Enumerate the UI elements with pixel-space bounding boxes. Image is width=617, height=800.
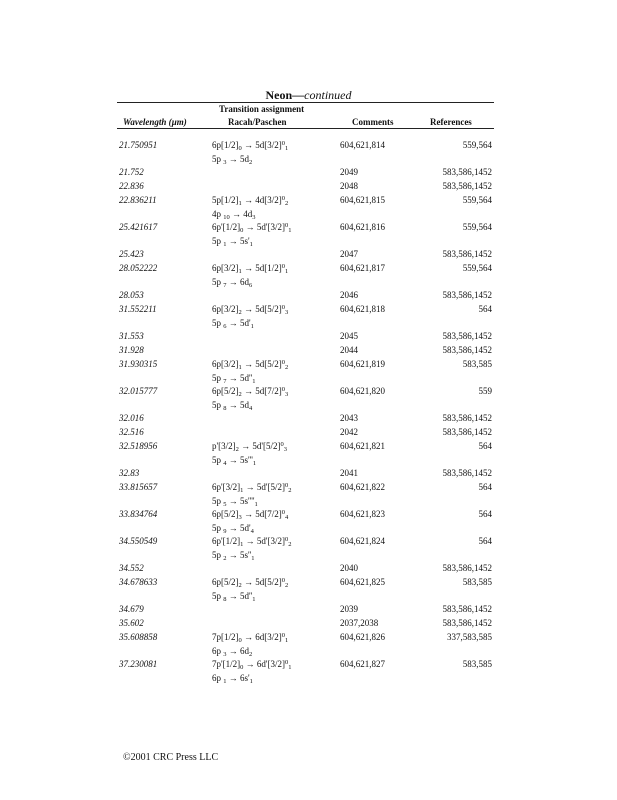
row-references: 583,585 bbox=[462, 577, 492, 587]
header-racah-paschen: Racah/Paschen bbox=[228, 117, 287, 127]
row-racah-transition: $6p[3/2]_1 \to 5d[1/2]^0_1$ bbox=[212, 263, 289, 275]
row-comments: 604,621,817 bbox=[340, 263, 385, 273]
row-racah-transition: $6p[5/2]_2 \to 5d[7/2]^0_3$ bbox=[212, 386, 289, 398]
row-references: 583,585 bbox=[462, 359, 492, 369]
row-wavelength: 25.421617 bbox=[119, 222, 158, 232]
row-references: 583,586,1452 bbox=[442, 563, 492, 573]
row-references: 564 bbox=[478, 441, 492, 451]
table-header-rule bbox=[117, 128, 494, 129]
page-title: Neon—continued bbox=[265, 88, 352, 102]
row-references: 583,586,1452 bbox=[442, 468, 492, 478]
row-references: 559,564 bbox=[462, 222, 492, 232]
row-references: 559,564 bbox=[462, 140, 492, 150]
row-racah-transition: $6p'[1/2]_1 \to 5d'[3/2]^0_2$ bbox=[212, 536, 292, 548]
row-racah-transition: $5p[1/2]_1 \to 4d[3/2]^0_2$ bbox=[212, 195, 289, 207]
row-comments: 2040 bbox=[340, 563, 358, 573]
row-paschen-transition: 5p $_5 \to 5s''''_1$ bbox=[212, 496, 258, 508]
row-wavelength: 32.516 bbox=[119, 427, 144, 437]
row-comments: 604,621,825 bbox=[340, 577, 385, 587]
row-references: 583,586,1452 bbox=[442, 604, 492, 614]
row-comments: 2042 bbox=[340, 427, 358, 437]
row-references: 564 bbox=[478, 536, 492, 546]
row-paschen-transition: 5p $_4 \to 5s'''_1$ bbox=[212, 455, 257, 467]
row-references: 559 bbox=[478, 386, 492, 396]
row-wavelength: 22.836211 bbox=[119, 195, 157, 205]
row-wavelength: 35.608858 bbox=[119, 632, 158, 642]
row-racah-transition: $6p[3/2]_1 \to 5d[5/2]^0_2$ bbox=[212, 359, 289, 371]
header-wavelength: Wavelength (µm) bbox=[123, 117, 187, 127]
row-racah-transition: $6p[3/2]_2 \to 5d[5/2]^0_3$ bbox=[212, 304, 289, 316]
row-comments: 604,621,821 bbox=[340, 441, 385, 451]
row-paschen-transition: 6p $_3 \to 6d_2$ bbox=[212, 646, 253, 658]
row-references: 583,585 bbox=[462, 659, 492, 669]
row-comments: 2043 bbox=[340, 413, 358, 423]
row-wavelength: 37.230081 bbox=[119, 659, 158, 669]
row-racah-transition: $7p'[1/2]_0 \to 6d'[3/2]^0_1$ bbox=[212, 659, 292, 671]
row-wavelength: 34.678633 bbox=[119, 577, 158, 587]
row-comments: 2037,2038 bbox=[340, 618, 379, 628]
row-paschen-transition: 5p $_9 \to 5d'_4$ bbox=[212, 523, 254, 535]
row-references: 583,586,1452 bbox=[442, 345, 492, 355]
row-comments: 2039 bbox=[340, 604, 358, 614]
row-references: 583,586,1452 bbox=[442, 181, 492, 191]
row-references: 583,586,1452 bbox=[442, 249, 492, 259]
row-comments: 604,621,815 bbox=[340, 195, 385, 205]
row-wavelength: 34.550549 bbox=[119, 536, 158, 546]
row-comments: 604,621,819 bbox=[340, 359, 385, 369]
row-comments: 604,621,823 bbox=[340, 509, 385, 519]
row-comments: 2041 bbox=[340, 468, 358, 478]
row-paschen-transition: 5p $_3 \to 5d_2$ bbox=[212, 154, 253, 166]
row-wavelength: 22.836 bbox=[119, 181, 144, 191]
row-references: 564 bbox=[478, 482, 492, 492]
row-paschen-transition: 6p $_1 \to 6s'_1$ bbox=[212, 673, 253, 685]
row-racah-transition: $6p'[1/2]_0 \to 5d'[3/2]^0_1$ bbox=[212, 222, 292, 234]
row-paschen-transition: 5p $_6 \to 5d'_1$ bbox=[212, 318, 254, 330]
row-comments: 2049 bbox=[340, 167, 358, 177]
header-comments: Comments bbox=[352, 117, 394, 127]
row-comments: 604,621,818 bbox=[340, 304, 385, 314]
row-wavelength: 32.016 bbox=[119, 413, 144, 423]
row-racah-transition: $p'[3/2]_2 \to 5d'[5/2]^0_3$ bbox=[212, 441, 287, 453]
copyright-footer: ©2001 CRC Press LLC bbox=[123, 752, 219, 763]
row-paschen-transition: 5p $_8 \to 5d_4$ bbox=[212, 400, 253, 412]
row-comments: 2044 bbox=[340, 345, 358, 355]
row-racah-transition: $6p[1/2]_0 \to 5d[3/2]^0_1$ bbox=[212, 140, 289, 152]
row-wavelength: 25.423 bbox=[119, 249, 144, 259]
row-wavelength: 28.053 bbox=[119, 290, 144, 300]
row-comments: 604,621,814 bbox=[340, 140, 385, 150]
row-paschen-transition: 5p $_7 \to 6d_6$ bbox=[212, 277, 253, 289]
row-racah-transition: $6p[5/2]_3 \to 5d[7/2]^0_4$ bbox=[212, 509, 289, 521]
row-paschen-transition: 5p $_2 \to 5s''_1$ bbox=[212, 550, 255, 562]
row-comments: 604,621,816 bbox=[340, 222, 385, 232]
row-comments: 604,621,820 bbox=[340, 386, 385, 396]
row-wavelength: 21.752 bbox=[119, 167, 144, 177]
row-comments: 604,621,824 bbox=[340, 536, 385, 546]
row-references: 564 bbox=[478, 509, 492, 519]
row-references: 559,564 bbox=[462, 263, 492, 273]
row-wavelength: 34.679 bbox=[119, 604, 144, 614]
row-racah-transition: $6p[5/2]_2 \to 5d[5/2]^0_2$ bbox=[212, 577, 289, 589]
row-references: 583,586,1452 bbox=[442, 427, 492, 437]
row-references: 337,583,585 bbox=[447, 632, 492, 642]
row-racah-transition: $6p'[3/2]_1 \to 5d'[5/2]^0_2$ bbox=[212, 482, 292, 494]
row-references: 583,586,1452 bbox=[442, 290, 492, 300]
row-wavelength: 33.834764 bbox=[119, 509, 158, 519]
row-comments: 604,621,826 bbox=[340, 632, 385, 642]
row-references: 583,586,1452 bbox=[442, 413, 492, 423]
row-references: 583,586,1452 bbox=[442, 618, 492, 628]
row-references: 564 bbox=[478, 304, 492, 314]
row-references: 559,564 bbox=[462, 195, 492, 205]
row-paschen-transition: 4p $_{10} \to 4d_3$ bbox=[212, 209, 256, 221]
row-wavelength: 21.750951 bbox=[119, 140, 158, 150]
row-comments: 2048 bbox=[340, 181, 358, 191]
row-paschen-transition: 5p $_7 \to 5d''_1$ bbox=[212, 373, 256, 385]
row-comments: 2045 bbox=[340, 331, 358, 341]
row-wavelength: 35.602 bbox=[119, 618, 144, 628]
row-comments: 2046 bbox=[340, 290, 358, 300]
row-comments: 604,621,822 bbox=[340, 482, 385, 492]
row-wavelength: 31.552211 bbox=[119, 304, 157, 314]
row-wavelength: 32.518956 bbox=[119, 441, 158, 451]
table-top-rule bbox=[117, 102, 494, 103]
row-paschen-transition: 5p $_1 \to 5s'_1$ bbox=[212, 236, 253, 248]
row-references: 583,586,1452 bbox=[442, 167, 492, 177]
row-paschen-transition: 5p $_8 \to 5d''_1$ bbox=[212, 591, 256, 603]
header-references: References bbox=[430, 117, 472, 127]
row-wavelength: 32.015777 bbox=[119, 386, 158, 396]
row-comments: 604,621,827 bbox=[340, 659, 385, 669]
row-comments: 2047 bbox=[340, 249, 358, 259]
row-wavelength: 31.553 bbox=[119, 331, 144, 341]
row-references: 583,586,1452 bbox=[442, 331, 492, 341]
header-transition-assignment: Transition assignment bbox=[219, 104, 305, 114]
row-wavelength: 28.052222 bbox=[119, 263, 158, 273]
row-wavelength: 33.815657 bbox=[119, 482, 158, 492]
row-wavelength: 31.930315 bbox=[119, 359, 158, 369]
row-racah-transition: $7p[1/2]_0 \to 6d[3/2]^0_1$ bbox=[212, 632, 289, 644]
row-wavelength: 31.928 bbox=[119, 345, 144, 355]
row-wavelength: 32.83 bbox=[119, 468, 140, 478]
row-wavelength: 34.552 bbox=[119, 563, 144, 573]
